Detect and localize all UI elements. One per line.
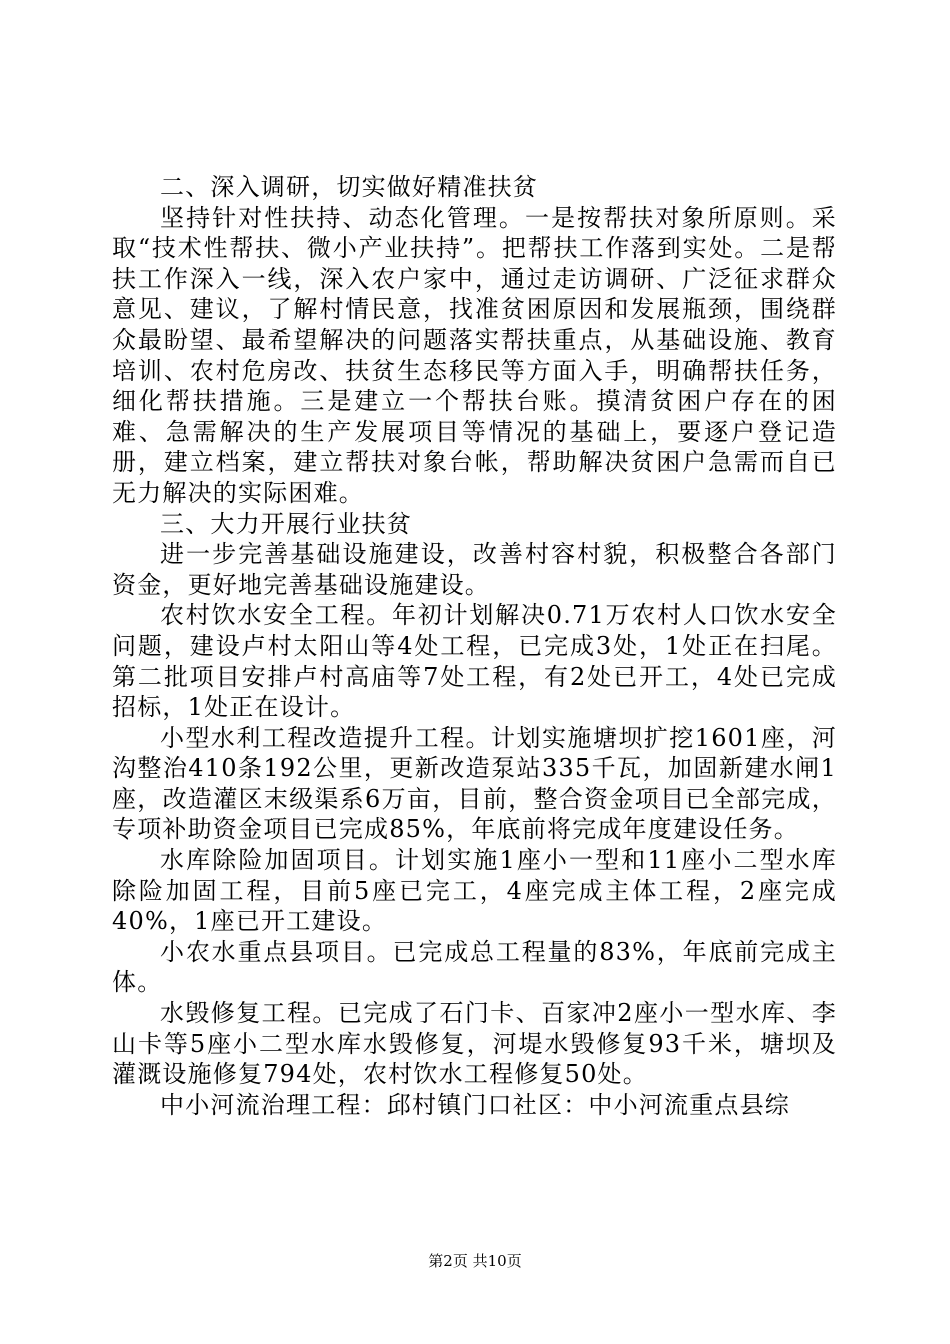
page-footer: 第2页 共10页	[428, 1252, 522, 1270]
section-heading: 二、深入调研，切实做好精准扶贫	[160, 173, 538, 201]
section-heading: 三、大力开展行业扶贫	[160, 509, 412, 538]
paragraph: 农村饮水安全工程。年初计划解决0.71万农村人口饮水安全问题，建设卢村太阳山等4处工程，已完成3处，1处正在扫尾。第二批项目安排卢村高庙等7处工程，有2处已开工，4处已完成招标，1处正在设计。	[112, 601, 837, 722]
paragraph: 小型水利工程改造提升工程。计划实施塘坝扩挖1601座，河沟整治410条192公里，更新改造泵站335千瓦，加固新建水闸1座，改造灌区末级渠系6万亩，目前，整合资金项目已全部完成，专项补助资金项目已完成85%，年底前将完成年度建设任务。	[112, 723, 837, 844]
paragraph: 中小河流治理工程：邱村镇门口社区：中小河流重点县综	[160, 1090, 790, 1119]
paragraph: 水库除险加固项目。计划实施1座小一型和11座小二型水库除险加固工程，目前5座已完工，4座完成主体工程，2座完成40%，1座已开工建设。	[112, 846, 837, 936]
document-body	[112, 172, 837, 1120]
paragraph: 小农水重点县项目。已完成总工程量的83%，年底前完成主体。	[112, 937, 837, 997]
paragraph: 进一步完善基础设施建设，改善村容村貌，积极整合各部门资金，更好地完善基础设施建设。	[112, 540, 837, 599]
paragraph: 坚持针对性扶持、动态化管理。一是按帮扶对象所原则。采取“技术性帮扶、微小产业扶持”。把帮扶工作落到实处。二是帮扶工作深入一线，深入农户家中，通过走访调研、广泛征求群众意见、建议，了解村情民意，找准贫困原因和发展瓶颈，围绕群众最盼望、最希望解决的问题落实帮扶重点，从基础设施、教育培训、农村危房改、扶贫生态移民等方面入手，明确帮扶任务，细化帮扶措施。三是建立一个帮扶台账。摸清贫困户存在的困难、急需解决的生产发展项目等情况的基础上，要逐户登记造册，建立档案，建立帮扶对象台帐，帮助解决贫困户急需而自已无力解决的实际困难。	[112, 203, 837, 507]
paragraph: 水毁修复工程。已完成了石门卡、百家冲2座小一型水库、李山卡等5座小二型水库水毁修复，河堤水毁修复93千米，塘坝及灌溉设施修复794处，农村饮水工程修复50处。	[112, 999, 837, 1089]
